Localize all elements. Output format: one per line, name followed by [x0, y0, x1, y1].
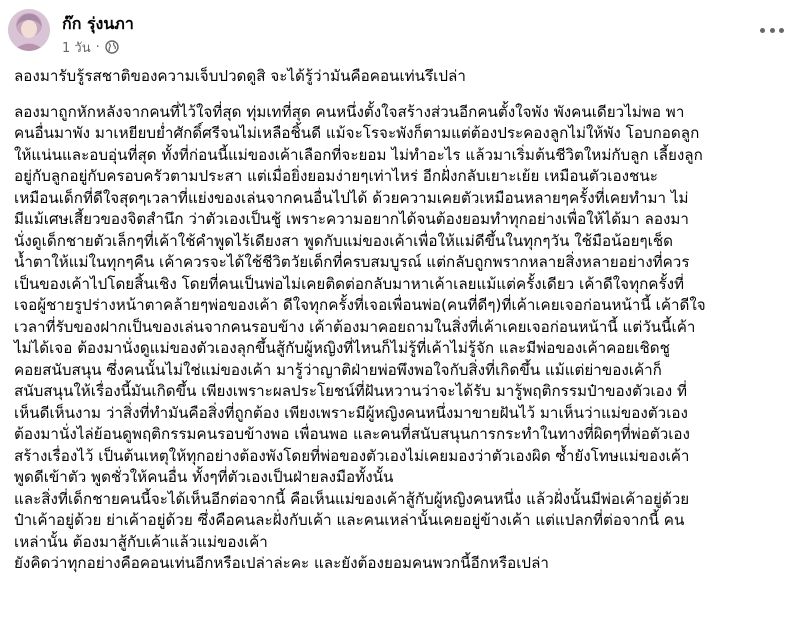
post-text-line: นั่งดูเด็กชายตัวเล็กๆที่เค้าใช้คำพูดไร้เดียงสา พูดกับแม่ของเค้าเพื่อให้แม่ดีขึ้นในทุกๆวัน ใช้มือน้อยๆเช็ด — [14, 231, 674, 250]
post-text-line: ให้แน่นและอบอุ่นที่สุด ทั้งที่ก่อนนี้แม่ของเค้าเลือกที่จะยอม ไม่ทำอะไร แล้วมาเริ่มต้นชีวิตใหม่กับลูก เลี้ยงลูก — [14, 145, 703, 164]
post-text-line: พูดดีเข้าตัว พูดชั่วให้คนอื่น ทั้งๆที่ตัวเองเป็นฝ่ายลงมือทั้งนั้น — [14, 468, 394, 486]
post-text-line: คนอื่นมาพัง มาเหยียบย่ำศักดิ์ศรีจนไม่เหลือชิ้นดี แม้จะโรจะพังก็ตามแต่ต้องประคองลูกไม่ให้พัง โอบกอดลูก — [14, 124, 700, 142]
post-text-line: มีแม้เศษเสี้ยวของจิตสำนึก ว่าตัวเองเป็นชู้ เพราะความอยากได้จนต้องยอมทำทุกอย่างเพื่อให้ได้มา ลองมา — [14, 210, 689, 228]
post-paragraph — [14, 66, 786, 88]
post-text-line: คอยสนับสนุน ซึ่งคนนั้นไม่ใช่แม่ของเค้า มารู้ว่าญาติฝ่ายพ่อพึงพอใจกับสิ่งที่เกิดขึ้น แม้แต่ย่าของเค้าก็ — [14, 360, 662, 379]
post-text-line: น้ำตาให้แม่ในทุกๆคืน เค้าควรจะได้ใช้ชีวิตวัยเด็กที่ครบสมบูรณ์ แต่กลับถูกพรากหลายสิ่งหลายอย่างที่ควร — [14, 253, 690, 271]
post-text-line: ป๋าเค้าอยู่ด้วย ย่าเค้าอยู่ด้วย ซึ่งคือคนละฝั่งกับเค้า และคนเหล่านั้นเคยอยู่ข้างเค้า แต่แปลกที่ต่อจากนี้ คน — [14, 511, 685, 529]
post-text-line: เจอผู้ชายรูปร่างหน้าตาคล้ายๆพ่อของเค้า ดีใจทุกครั้งที่เจอเพื่อนพ่อ(คนที่ดีๆ)ที่เค้าเคยเจอก่อนหน้านี้ เค้าดีใจ — [14, 296, 706, 314]
post-text-line: สร้างเรื่องไว้ เป็นต้นเหตุให้ทุกอย่างต้องพังโดยที่พ่อของตัวเองไม่เคยมองว่าตัวเองผิด ซ้ำยังโทษแม่ของเค้า — [14, 446, 690, 465]
post-header — [0, 0, 800, 62]
post-text-line: เหล่านั้น ต้องมาสู้กับเค้าแล้วแม่ของเค้า — [14, 532, 268, 551]
more-options-icon[interactable] — [760, 22, 784, 38]
post-text-line: สนับสนุนให้เรื่องนี้มันเกิดขึ้น เพียงเพราะผลประโยชน์ที่ฝันหวานว่าจะได้รับ มารู้พฤติกรรมป๋าของตัวเอง ที่ — [14, 382, 688, 400]
post-text-line: ลองมาถูกหักหลังจากคนที่ไว้ใจที่สุด ทุ่มเทที่สุด คนหนึ่งตั้งใจสร้างส่วนอีกคนตั้งใจพัง พังคนเดียวไม่พอ พา — [14, 102, 685, 121]
post-text-line: อยู่กับลูกอยู่กับครอบครัวตามประสา แต่เมื่อยิ่งยอมง่ายๆเท่าไหร่ อีกฝั่งกลับเยาะเย้ย เหมือนตัวเองชนะ — [14, 167, 658, 185]
post-text-line: เป็นของเค้าไปโดยสิ้นเชิง โดยที่คนเป็นพ่อไม่เคยติดต่อกลับมาหาเค้าเลยแม้แต่ครั้งเดียว เค้าดีใจทุกครั้งที่ — [14, 274, 685, 293]
post-text-line: ไม่ได้เจอ ต้องมานั่งดูแม่ของตัวเองลุกขึ้นสู้กับผู้หญิงที่ไหนก็ไม่รู้ที่เค้าไม่รู้จัก และมีพ่อของเค้าคอยเชิดชู — [14, 339, 670, 357]
post-meta — [62, 38, 119, 56]
post-text-line: และสิ่งที่เด็กชายคนนี้จะได้เห็นอีกต่อจากนี้ คือเห็นแม่ของเค้าสู้กับผู้หญิงคนหนึ่ง แล้วฝั่งนั้นมีพ่อเค้าอยู่ด้วย — [14, 489, 690, 508]
post-paragraph — [14, 102, 786, 489]
avatar-image — [8, 9, 50, 51]
author-avatar[interactable] — [8, 9, 50, 51]
more-dot — [760, 28, 765, 33]
more-dot — [779, 28, 784, 33]
meta-separator: · — [95, 39, 100, 55]
post-text-line: ต้องมานั่งไล่ย้อนดูพฤติกรรมคนรอบข้างพอ เพื่อนพอ และคนที่สนับสนุนการกระทำในทางที่ผิดๆที่พ่อตัวเอง — [14, 425, 690, 443]
post-text-line: เห็นดีเห็นงาม ว่าสิ่งที่ทำมันคือสิ่งที่ถูกต้อง เพียงเพราะมีผู้หญิงคนหนึ่งมาขายฝันไว้ มาเห็นว่าแม่ของตัวเอง — [14, 403, 688, 422]
post-paragraph — [14, 489, 786, 575]
post-timestamp[interactable]: 1 วัน — [62, 40, 91, 56]
globe-icon[interactable] — [105, 40, 119, 54]
more-dot — [770, 28, 775, 33]
author-name[interactable]: ก๊ก รุ่งนภา — [62, 14, 134, 33]
post-text — [14, 66, 786, 575]
post-text-line: เหมือนเด็กที่ดีใจสุดๆเวลาที่แย่งของเล่นจากคนอื่นไปได้ ด้วยความเคยตัวเหมือนหลายๆครั้งที่เคยทำมา ไม่ — [14, 188, 689, 207]
post-text-line: เวลาที่รับของฝากเป็นของเล่นจากคนรอบข้าง เค้าต้องมาคอยถามในสิ่งที่เค้าเคยเจอก่อนหน้านี้ แต่วันนี้เค้า — [14, 317, 696, 336]
post-text-line: ยังคิดว่าทุกอย่างคือคอนเท่นอีกหรือเปล่าล่ะคะ และยังต้องยอมคนพวกนี้อีกหรือเปล่า — [14, 554, 549, 572]
post-text-line: ลองมารับรู้รสชาติของความเจ็บปวดดูสิ จะได้รู้ว่ามันคือคอนเท่นรึเปล่า — [14, 67, 466, 85]
